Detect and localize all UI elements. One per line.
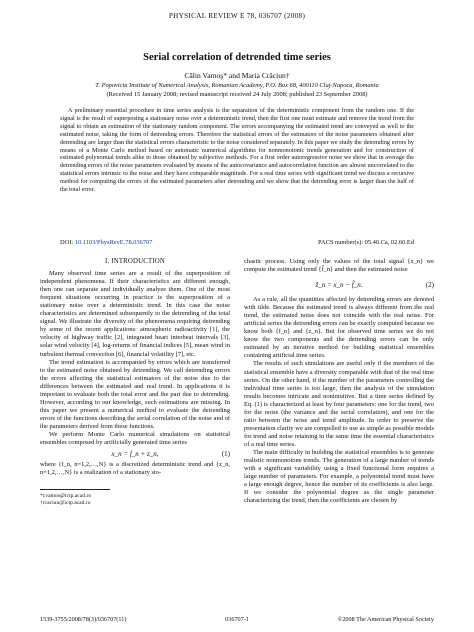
right-paragraph-1: chastic process. Using only the values of the total signal {x_n} we compute the estimated trend {f̃_n} and then the estimated noise: [244, 258, 434, 274]
equation-2-number: (2): [425, 281, 434, 290]
doi-link[interactable]: 10.1103/PhysRevE.78.036707: [74, 239, 153, 246]
left-column: [40, 258, 230, 507]
received-dates: (Received 15 January 2008; revised manuscript received 24 July 2008; published 23 September 2008): [106, 91, 368, 98]
footer-copyright: ©2008 The American Physical Society: [337, 616, 434, 623]
intro-paragraph-4: where {f_n, n=1,2,…,N} is a discretized deterministic trend and {z_n, n=1,2,…,N} is a realization of a stationary sto-: [40, 461, 230, 477]
doi-label: DOI:: [60, 239, 74, 246]
equation-1-body: x_n = f_n + z_n,: [111, 450, 159, 459]
equation-2: [244, 278, 434, 292]
footnote-2: †craciun@ictp.acad.ro: [40, 500, 91, 507]
doi-line: [60, 239, 152, 246]
right-paragraph-2: As a rule, all the quantities affected by detrending errors are denoted with tilde. Because the estimated trend is always different from the real trend, the estimated noise does not coincide with the real noise. For artificial series the detrending errors can be exactly computed because we know both {f_n} and {z_n}. But for observed time series we do not know the two components and the detrending errors can be only estimated by an iterative method for building statistical ensembles containing artificial time series.: [244, 296, 434, 360]
affiliation: T. Popoviciu Institute of Numerical Analysis, Romanian Academy, P.O. Box 68, 400110 Cluj-Napoca, Romania: [95, 82, 379, 89]
right-paragraph-4: The main difficulty in building the statistical ensembles is to generate realistic nonmonotone trends. The generation of a large number of trends with a significant variability using a fixed functional form requires a large number of parameters. For example, a polynomial trend must have a large enough degree, hence the number of its coefficients is also large. If we consider the polynomial degree as the single parameter characterizing the trend, then the coefficients are chosen by: [244, 448, 434, 505]
abstract: A preliminary essential procedure in time series analysis is the separation of the deterministic component from the random one. If the signal is the result of superposing a stationary noise over a deterministic trend, then the first one must estimate and remove the trend from the signal to obtain an estimation of the stationary random component. The errors accompanying the estimated trend are conveyed as well to the estimated noise, taking the form of detrending errors. Therefore the statistical errors of the estimators of the noise parameters obtained after detrending are larger than the statistical errors characteristic to the noise considered separately. In this paper we study the detrending errors by means of a Monte Carlo method based on automatic numerical algorithms for nonmonotonic trends generation and for construction of estimated polynomial trends alike to those obtained by subjective methods. For a first order autoregressive noise we show that in average the detrending errors of the noise parameters evaluated by means of the autocovariance and autocorrelation function are almost uncorrelated to the statistical errors intrinsic to the noise and they have comparable magnitude. For a real time series with significant trend we discuss a recursive method for computing the errors of the estimated parameters after detrending and we show that the detrending error is larger than the half of the total error.: [60, 107, 414, 194]
author-list: Călin Vamoş* and Maria Crăciun†: [184, 71, 290, 80]
footnote-rule: [40, 489, 110, 490]
journal-header: PHYSICAL REVIEW E 78, 036707 (2008): [168, 12, 306, 20]
intro-paragraph-1: Many observed time series are a result of the superposition of independent phenomena. If their characteristics are different enough, then one can separate and individually analyze them. One of the most frequent situations occurring in practice is the superposition of a stationary noise over a deterministic trend. In this case the noise characteristics are determined subsequently to the detrending of the total signal. We illustrate the diversity of the phenomena requiring detrending by some of the recent applications: atmospheric radioactivity [1], the velocity of highway traffic [2], integrated heart interbeat intervals [3], solar wind velocity [4], log-returns of financial indices [5], mean wind in turbulent thermal convection [6], financial volatility [7], etc.: [40, 270, 230, 358]
footer-page-number: 036707-1: [225, 616, 249, 623]
intro-paragraph-2: The trend estimation is accompanied by errors which are transferred to the estimated noise obtained by detrending. We call detrending errors the errors affecting the statistical estimators of the noise due to the differences between the estimated and real trend. In applications it is important to evaluate both the total error and the part due to detrending. However, according to our knowledge, such estimations are missing. In this paper we present a numerical method to evaluate the detrending errors of the functions describing the serial correlation of the noise and of the parameters derived from these functions.: [40, 358, 230, 430]
right-paragraph-3: The results of such simulations are useful only if the members of the statistical ensemble have a diversity comparable with that of the real time series. On the other hand, if the number of the parameters controlling the individual time series is too large, then the analysis of the simulation results becomes intricate and nonintuitive. But a time series defined by Eq. (1) is characterized at least by four parameters: one for the trend, two for the noise (the variance and the serial correlation), and one for the ratio between the noise and trend amplitude. In order to preserve the presentation clarity we are compelled to use as simple as possible models for trend and noise retaining in the same time the essential characteristics of a real time series.: [244, 360, 434, 448]
equation-1: [40, 447, 230, 461]
equation-1-number: (1): [221, 450, 230, 459]
equation-2-body: z̃_n = x_n − f̃_n.: [315, 281, 363, 290]
footer-issn: 1539-3755/2008/78(3)/036707(11): [40, 616, 127, 623]
footnote-1: *cvamos@ictp.acad.ro: [40, 493, 92, 500]
right-column: [244, 258, 434, 505]
section-heading: I. INTRODUCTION: [104, 258, 165, 265]
pacs-numbers: PACS number(s): 05.40.Ca, 02.60.Ed: [318, 239, 414, 246]
intro-paragraph-3: We perform Monte Carlo numerical simulations on statistical ensembles composed by artificially generated time series: [40, 430, 230, 447]
paper-title: Serial correlation of detrended time series: [143, 52, 331, 63]
